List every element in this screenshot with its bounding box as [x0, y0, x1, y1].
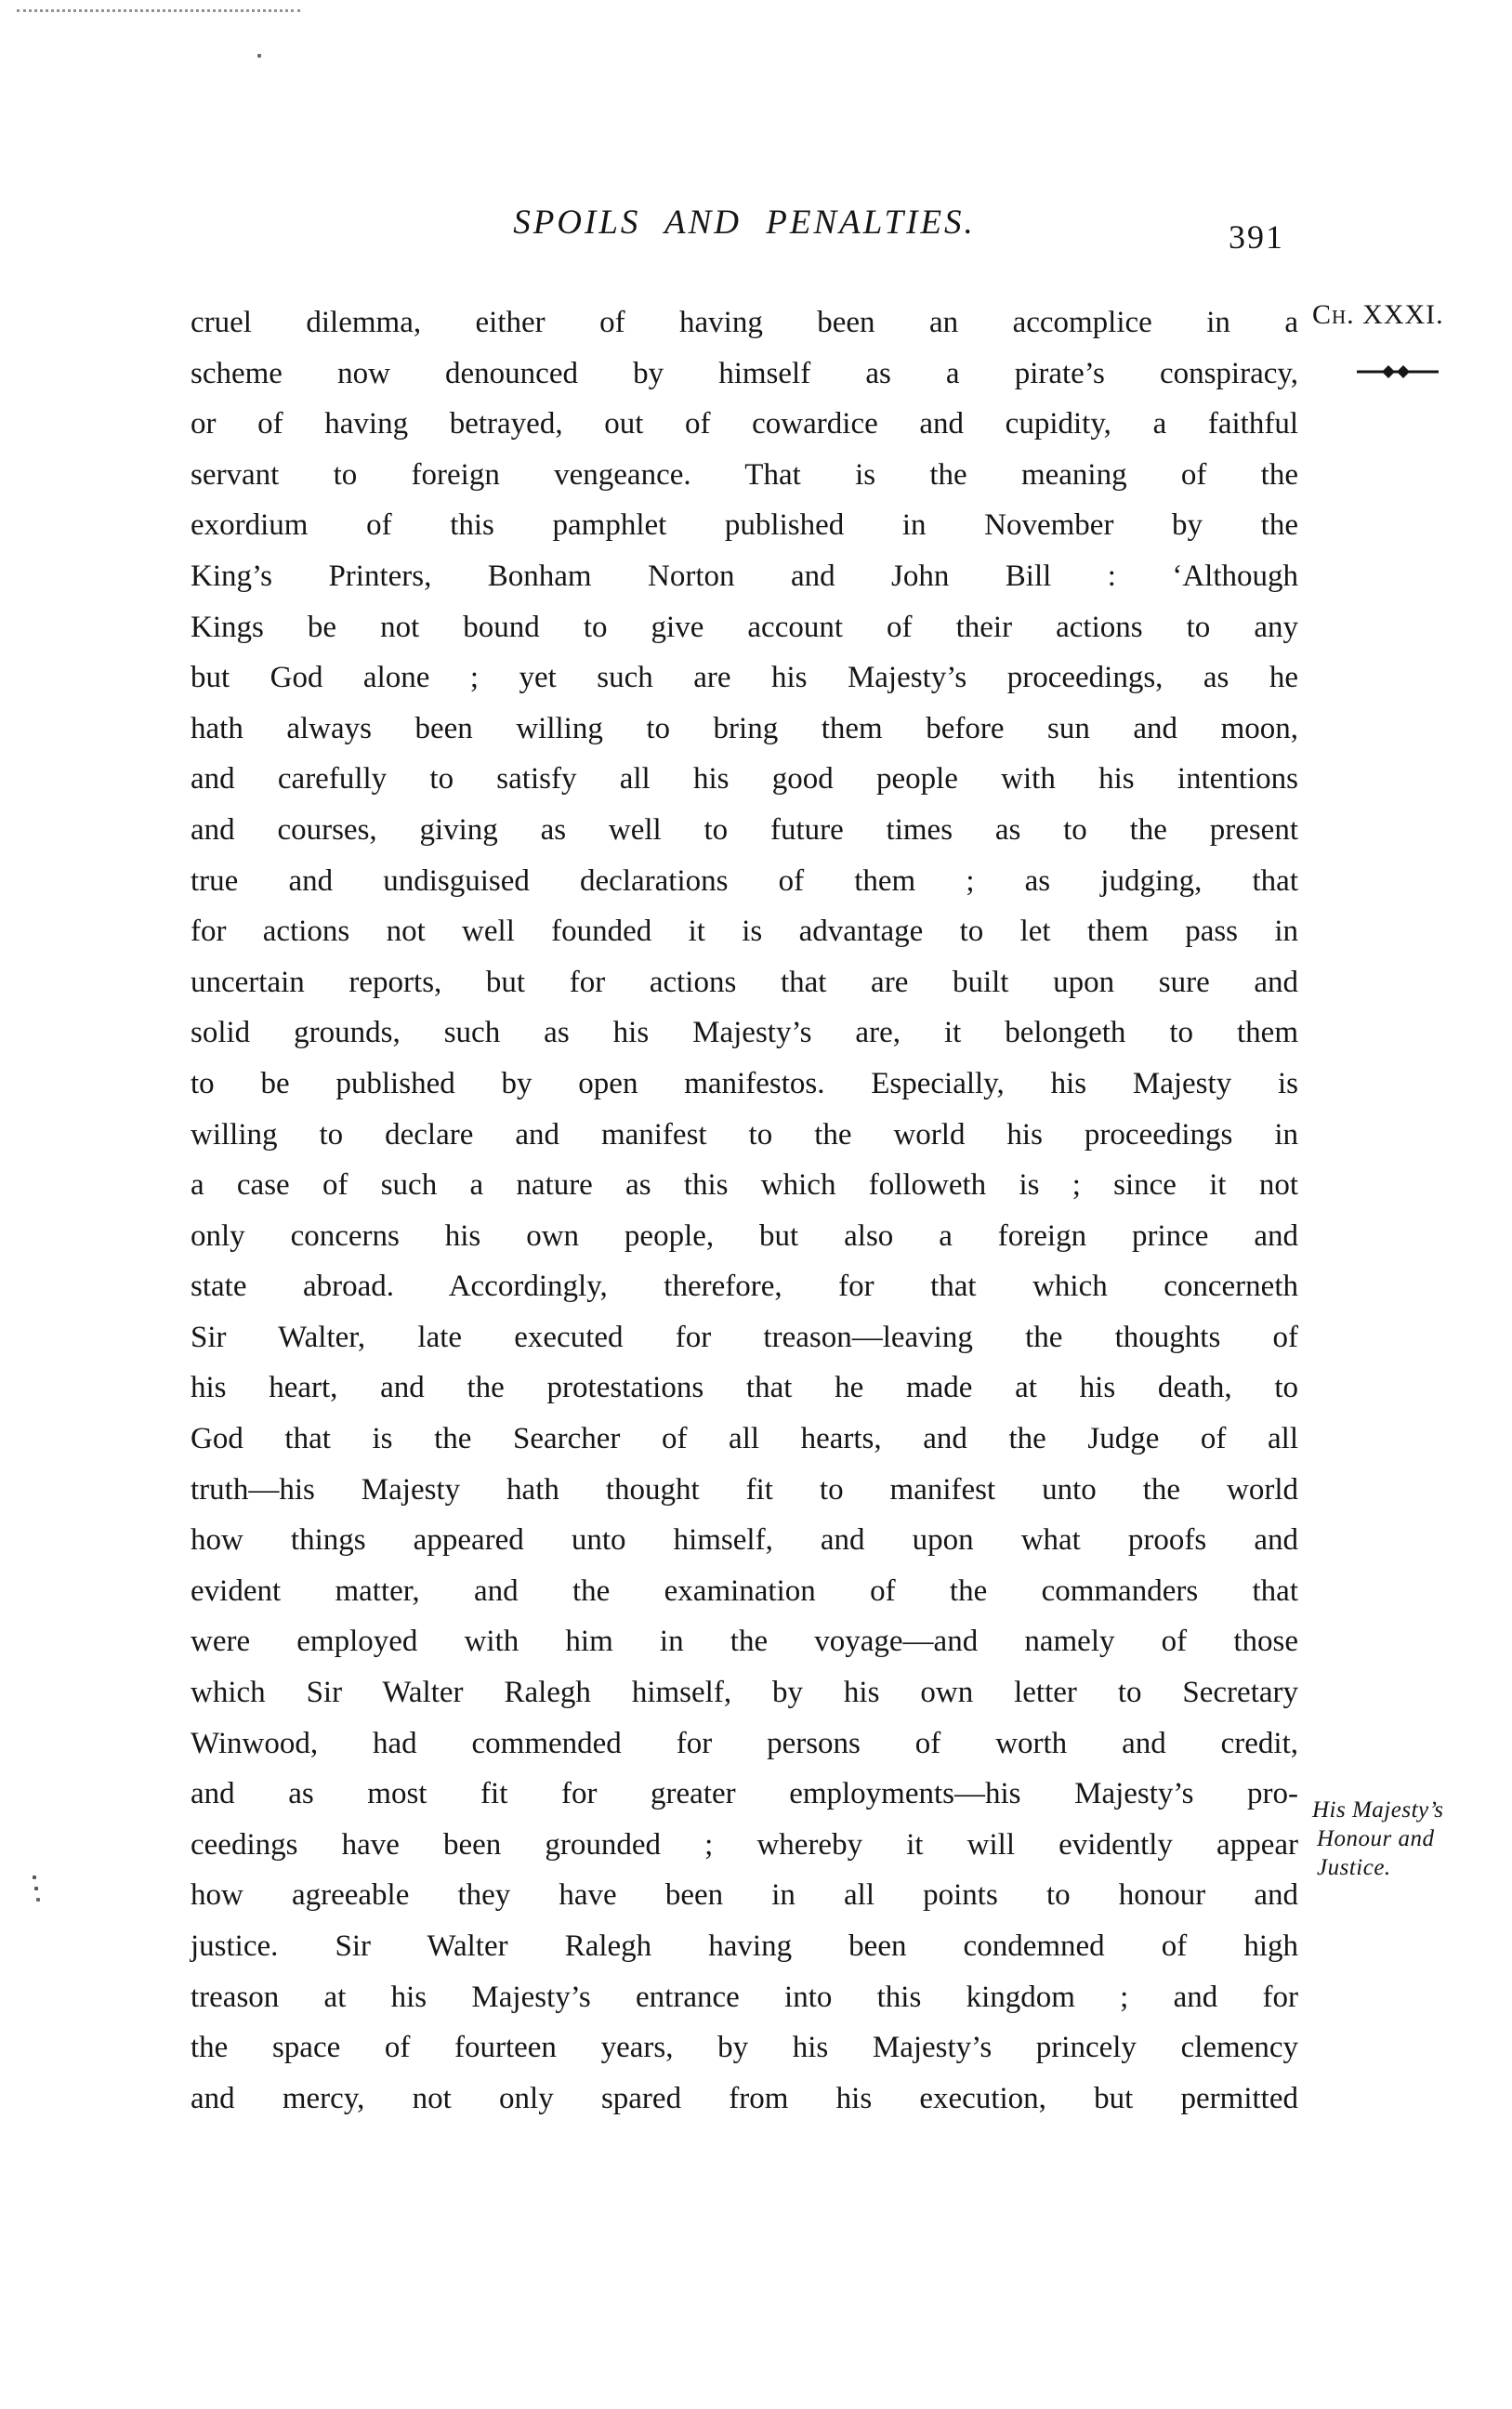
- page-number: 391: [1229, 218, 1284, 256]
- body-line: or of having betrayed, out of cowardice and cupidity, a faithful: [191, 407, 1298, 441]
- body-line: how agreeable they have been in all points to honour and: [191, 1878, 1298, 1913]
- scan-speck: [257, 54, 261, 58]
- body-line: willing to declare and manifest to the world his proceedings in: [191, 1117, 1298, 1152]
- scan-speck: [33, 1876, 36, 1879]
- body-line: God that is the Searcher of all hearts, and the Judge of all: [191, 1422, 1298, 1456]
- body-line: truth—his Majesty hath thought fit to manifest unto the world: [191, 1472, 1298, 1507]
- body-line: cruel dilemma, either of having been an accomplice in a: [191, 306, 1298, 339]
- body-line: solid grounds, such as his Majesty’s are, it belongeth to them: [191, 1016, 1298, 1050]
- body-line: a case of such a nature as this which followeth is ; since it not: [191, 1168, 1298, 1203]
- body-line: servant to foreign vengeance. That is the meaning of the: [191, 457, 1298, 492]
- chapter-margin-note: Ch. XXXI.: [1312, 299, 1444, 330]
- body-line: which Sir Walter Ralegh himself, by his own letter to Secretary: [191, 1676, 1298, 1710]
- body-line: treason at his Majesty’s entrance into this kingdom ; and for: [191, 1980, 1298, 2014]
- body-line: his heart, and the protestations that he made at his death, to: [191, 1371, 1298, 1405]
- body-line: and courses, giving as well to future times as to the present: [191, 812, 1298, 847]
- body-line: Sir Walter, late executed for treason—leaving the thoughts of: [191, 1320, 1298, 1354]
- body-line: how things appeared unto himself, and upon what proofs and: [191, 1523, 1298, 1558]
- body-line: evident matter, and the examination of the commanders that: [191, 1573, 1298, 1608]
- body-line: and carefully to satisfy all his good people with his intentions: [191, 762, 1298, 796]
- body-line: were employed with him in the voyage—and namely of those: [191, 1625, 1298, 1659]
- body-line: King’s Printers, Bonham Norton and John Bill : ‘Although: [191, 559, 1298, 593]
- body-line: scheme now denounced by himself as a pirate’s conspiracy,: [191, 356, 1298, 390]
- body-line: exordium of this pamphlet published in November by the: [191, 508, 1298, 543]
- body-line: and mercy, not only spared from his execution, but permitted: [191, 2081, 1298, 2115]
- section-divider-ornament: [1355, 364, 1440, 379]
- scan-speck: [34, 1887, 38, 1890]
- body-line: state abroad. Accordingly, therefore, for that which concerneth: [191, 1270, 1298, 1304]
- body-line: justice. Sir Walter Ralegh having been condemned of high: [191, 1929, 1298, 1963]
- scan-speck: [36, 1898, 40, 1902]
- body-line: for actions not well founded it is advantage to let them pass in: [191, 915, 1298, 949]
- side-margin-note: [1312, 1796, 1512, 1882]
- side-note-line: His Majesty’s: [1312, 1797, 1444, 1823]
- body-line: and as most fit for greater employments—his Majesty’s pro-: [191, 1777, 1298, 1811]
- running-header: SPOILS AND PENALTIES.: [513, 204, 976, 242]
- body-line: true and undisguised declarations of them ; as judging, that: [191, 863, 1298, 898]
- body-line: hath always been willing to bring them before sun and moon,: [191, 711, 1298, 745]
- side-note-line: Justice.: [1317, 1855, 1391, 1880]
- side-note-line: Honour and: [1317, 1826, 1435, 1851]
- body-line: Winwood, had commended for persons of worth and credit,: [191, 1726, 1298, 1760]
- body-line: uncertain reports, but for actions that are built upon sure and: [191, 965, 1298, 999]
- body-line: ceedings have been grounded ; whereby it will evidently appear: [191, 1827, 1298, 1862]
- body-text: [191, 297, 1298, 2124]
- body-line: but God alone ; yet such are his Majesty’s proceedings, as he: [191, 661, 1298, 695]
- scan-speck-row: [17, 9, 300, 12]
- body-line: only concerns his own people, but also a foreign prince and: [191, 1218, 1298, 1253]
- body-line: the space of fourteen years, by his Majesty’s princely clemency: [191, 2031, 1298, 2065]
- body-line: Kings be not bound to give account of their actions to any: [191, 610, 1298, 644]
- body-line: to be published by open manifestos. Especially, his Majesty is: [191, 1066, 1298, 1100]
